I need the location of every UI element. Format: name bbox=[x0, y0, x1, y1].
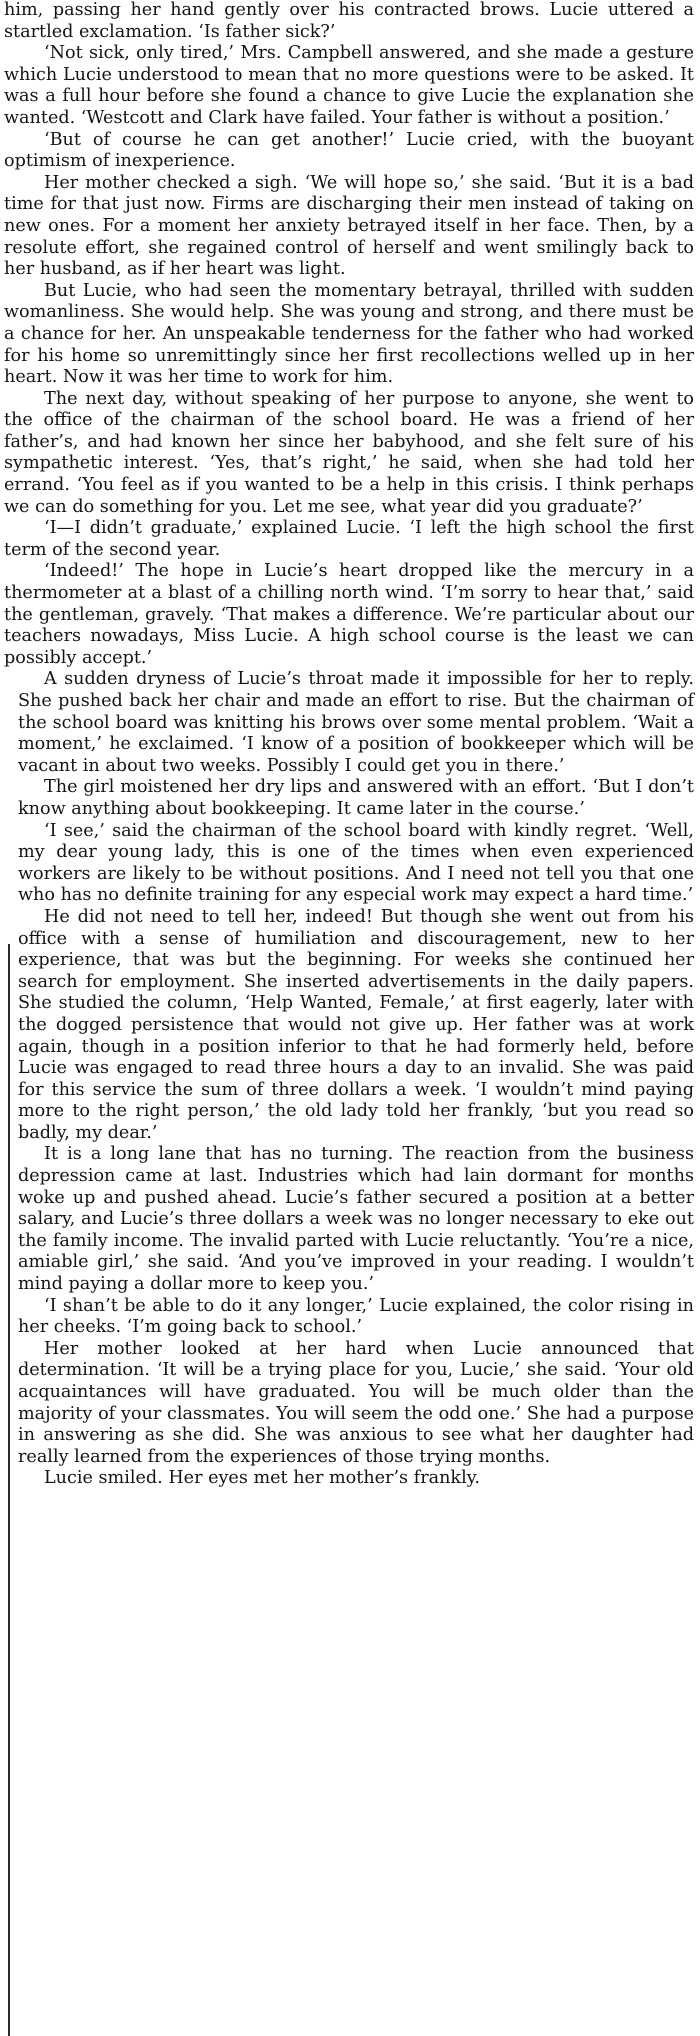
paragraph: It is a long lane that has no turning. The reaction from the business depression came at last. Industries which had lain dormant for months woke up and pushed ahead. Lucie’s father secured a position at a better salary, and Lucie’s three dollars a week was no longer necessary to eke out the family income. The invalid parted with Lucie reluctantly. ‘You’re a nice, amiable girl,’ she said. ‘And you’ve improved in your reading. I wouldn’t mind paying a dollar more to keep you.’ bbox=[18, 1144, 694, 1295]
paragraph: He did not need to tell her, indeed! But though she went out from his office with a sense of humiliation and discouragement, new to her experience, that was but the beginning. For weeks she continued her search for employment. She inserted advertisements in the daily papers. She studied the column, ‘Help Wanted, Female,’ at first eagerly, later with the dogged persistence that would not give up. Her father was at work again, though in a position inferior to that he had formerly held, before Lucie was engaged to read three hours a day to an invalid. She was paid for this service the sum of three dollars a week. ‘I wouldn’t mind paying more to the right person,’ the old lady told her frankly, ‘but you read so badly, my dear.’ bbox=[18, 906, 694, 1143]
paragraph: ‘I see,’ said the chairman of the school board with kindly regret. ‘Well, my dear young lady, this is one of the times when even experienced workers are likely to be without positions. And I need not tell you that one who has no definite training for any especial work may expect a hard time.’ bbox=[18, 820, 694, 906]
paragraph: Her mother checked a sigh. ‘We will hope so,’ she said. ‘But it is a bad time for that just now. Firms are discharging their men instead of taking on new ones. For a moment her anxiety betrayed itself in her face. Then, by a resolute effort, she regained control of herself and went smilingly back to her husband, as if her heart was light. bbox=[4, 172, 694, 280]
paragraph: Lucie smiled. Her eyes met her mother’s frankly. bbox=[44, 1468, 480, 1489]
paragraph: The girl moistened her dry lips and answered with an effort. ‘But I don’t know anything about bookkeeping. It came later in the course.’ bbox=[18, 777, 694, 819]
paragraph: ‘Indeed!’ The hope in Lucie’s heart dropped like the mercury in a thermometer at a blast of a chilling north wind. ‘I’m sorry to hear that,’ said the gentleman, gravely. ‘That makes a difference. We’re particular about our teachers nowadays, Miss Lucie. A high school course is the least we can possibly accept.’ bbox=[4, 561, 694, 668]
paragraph: The next day, without speaking of her purpose to anyone, she went to the office of the chairman of the school board. He was a friend of her father’s, and had known her since her babyhood, and she felt sure of his sympathetic interest. ‘Yes, that’s right,’ he said, when she had told her errand. ‘You feel as if you wanted to be a help in this crisis. I think perhaps we can do something for you. Let me see, what year did you graduate?’ bbox=[4, 388, 694, 517]
paragraph: ‘Not sick, only tired,’ Mrs. Campbell answered, and she made a gesture which Lucie understood to mean that no more questions were to be asked. It was a full hour before she found a chance to give Lucie the explanation she wanted. ‘Westcott and Clark have failed. Your father is without a position.’ bbox=[4, 43, 694, 128]
story-text-column bbox=[4, 0, 694, 1490]
paragraph: Her mother looked at her hard when Lucie announced that determination. ‘It will be a trying place for you, Lucie,’ she said. ‘Your old acquaintances will have graduated. You will be much older than the majority of your classmates. You will seem the odd one.’ She had a purpose in answering as she did. She was anxious to see what her daughter had really learned from the experiences of those trying months. bbox=[18, 1338, 694, 1467]
paragraph: ‘But of course he can get another!’ Lucie cried, with the buoyant optimism of inexperience. bbox=[4, 129, 694, 172]
paragraph: ‘I—I didn’t graduate,’ explained Lucie. ‘I left the high school the first term of the second year. bbox=[4, 518, 694, 560]
paragraph: ‘I shan’t be able to do it any longer,’ Lucie explained, the color rising in her cheeks. ‘I’m going back to school.’ bbox=[18, 1295, 694, 1338]
paragraph: But Lucie, who had seen the momentary betrayal, thrilled with sudden womanliness. She would help. She was young and strong, and there must be a chance for her. An unspeakable tenderness for the father who had worked for his home so unremittingly since her first recollections welled up in her heart. Now it was her time to work for him. bbox=[4, 280, 694, 388]
paragraph: him, passing her hand gently over his contracted brows. Lucie uttered a startled exclamation. ‘Is father sick?’ bbox=[4, 0, 694, 42]
paragraph: A sudden dryness of Lucie’s throat made it impossible for her to reply. She pushed back her chair and made an effort to rise. But the chairman of the school board was knitting his brows over some mental problem. ‘Wait a moment,’ he exclaimed. ‘I know of a position of bookkeeper which will be vacant in about two weeks. Possibly I could get you in there.’ bbox=[18, 669, 694, 776]
